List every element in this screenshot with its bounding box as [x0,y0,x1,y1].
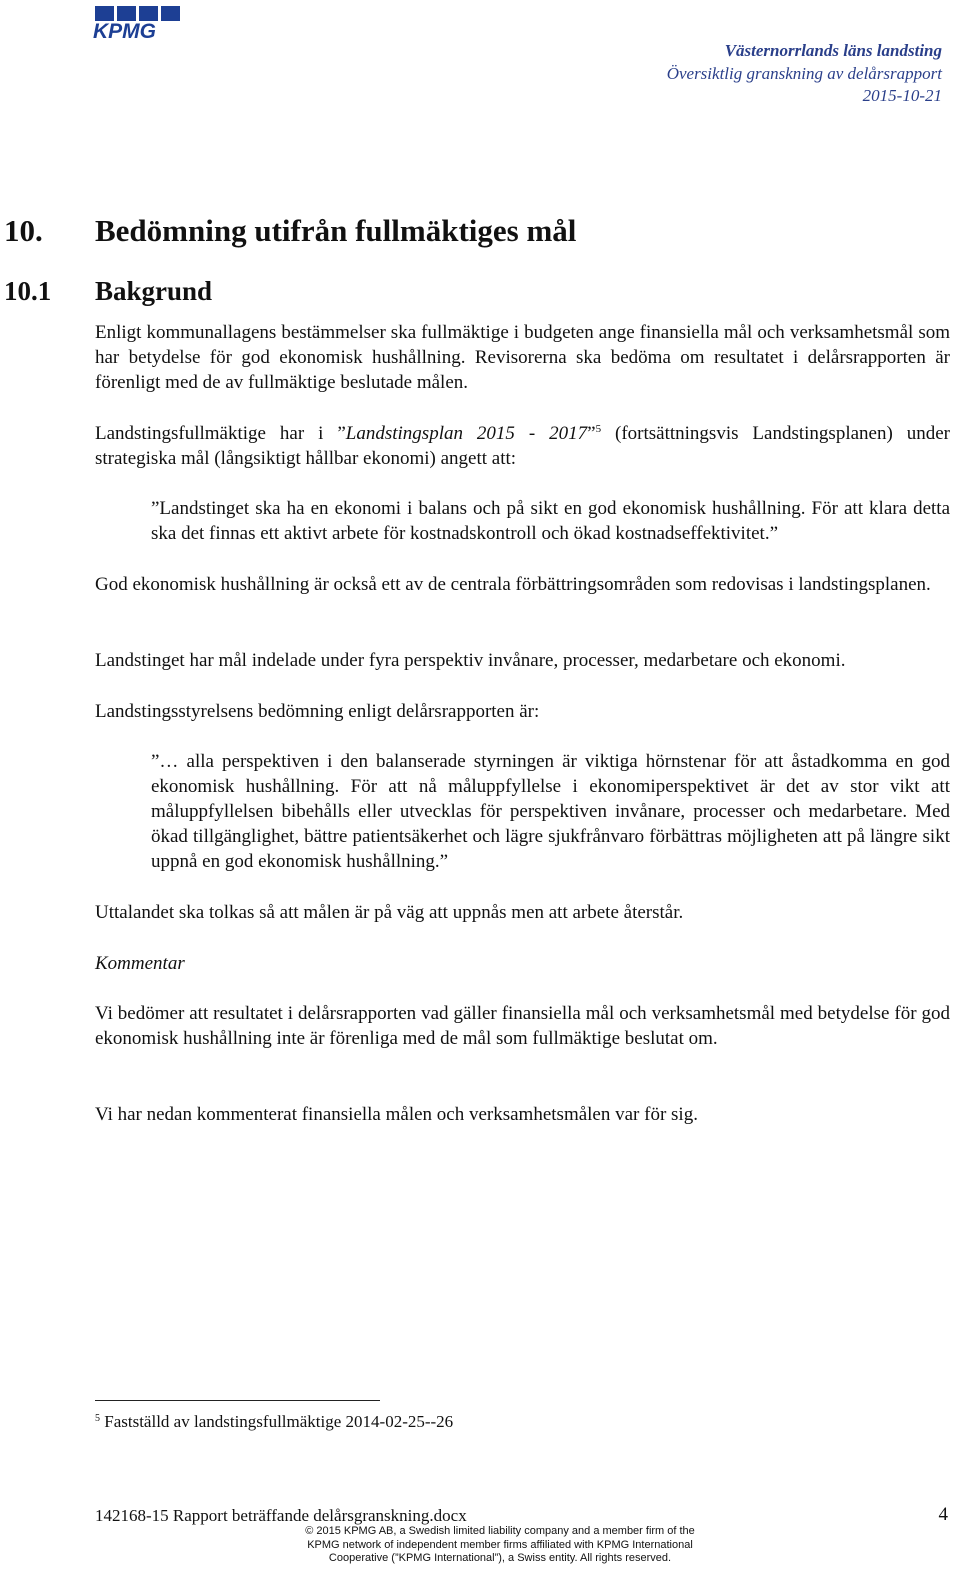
paragraph-2-lead: Landstingsfullmäktige har i ” [95,423,346,444]
copyright-line-2: KPMG network of independent member firms affiliated with KPMG International [307,1538,693,1551]
subsection-heading [4,274,212,308]
paragraph-7: Vi bedömer att resultatet i delårsrapporten vad gäller finansiella mål och verksamhetsmål med betydelse för god ekonomisk hushållning inte är förenliga med de mål som fullmäktige beslutat om. [95,1003,950,1049]
footnote [95,1411,453,1433]
section-number: 10. [4,213,43,248]
comment-heading: Kommentar [95,953,185,974]
kpmg-logo-text: KPMG [93,20,156,40]
section-heading [4,212,576,250]
paragraph-2 [95,421,950,471]
paragraph-6: Uttalandet ska tolkas så att målen är på väg att uppnås men att arbete återstår. [95,902,684,923]
footnote-reference: 5 [595,423,602,435]
page-header [667,40,942,108]
header-organization: Västernorrlands läns landsting [724,41,942,60]
paragraph-2-rest: (fortsättningsvis Landstingsplanen) under strategiska mål (långsiktigt hållbar ekonomi) angett att: [95,423,950,469]
footnote-divider [95,1400,380,1401]
footer-copyright [240,1525,760,1566]
copyright-line-1: © 2015 KPMG AB, a Swedish limited liability company and a member firm of the [305,1525,695,1537]
kpmg-logo [93,6,181,40]
paragraph-3: God ekonomisk hushållning är också ett av de centrala förbättringsområden som redovisas i landstingsplanen. [95,574,931,595]
kpmg-logo-icon [93,6,181,40]
footnote-number: 5 [95,1413,100,1424]
header-date: 2015-10-21 [862,86,942,105]
footer-document-name: 142168-15 Rapport beträffande delårsgranskning.docx [95,1506,467,1525]
quote-landstingsplan: ”Landstinget ska ha en ekonomi i balans och på sikt en god ekonomisk hushållning. För att klara detta ska det finnas ett aktivt arbete för kostnadskontroll och ökad kostnadseffektivitet.” [151,498,950,544]
page-number: 4 [938,1504,948,1525]
paragraph-4: Landstinget har mål indelade under fyra perspektiv invånare, processer, medarbetare och ekonomi. [95,650,846,671]
subsection-number: 10.1 [4,276,52,306]
quote-styrelsen: ”… alla perspektiven i den balanserade styrningen är viktiga hörnstenar för att åstadkomma en god ekonomisk hushållning. För att nå måluppfyllelse i ekonomiperspektivet är det av stor vikt att måluppfyllelsen bibehålls eller utvecklas för perspektiven invånare, processer och medarbetare. Med ökad tillgänglighet, bättre patientsäkerhet och lägre sjukfrånvaro förbättras möjligheten att på längre sikt uppnå en god ekonomisk hushållning.” [151,751,950,872]
header-document-title: Översiktlig granskning av delårsrapport [666,63,942,83]
subsection-title: Bakgrund [95,276,213,306]
landstingsplan-title: Landstingsplan 2015 - 2017 [345,423,588,444]
copyright-line-3: Cooperative (”KPMG International”), a Swiss entity. All rights reserved. [328,1552,672,1564]
section-title: Bedömning utifrån fullmäktiges mål [95,213,577,248]
paragraph-1: Enligt kommunallagens bestämmelser ska fullmäktige i budgeten ange finansiella mål och verksamhetsmål som har betydelse för god ekonomisk hushållning. Revisorerna ska bedöma om resultatet i delårsrapporten är förenligt med de av fullmäktige beslutade målen. [95,322,950,393]
closing-quote-mark: ” [587,423,596,444]
paragraph-8: Vi har nedan kommenterat finansiella målen och verksamhetsmålen var för sig. [95,1104,698,1125]
paragraph-5: Landstingsstyrelsens bedömning enligt delårsrapporten är: [95,701,540,722]
footnote-text: Fastställd av landstingsfullmäktige 2014-02-25--26 [104,1412,454,1431]
